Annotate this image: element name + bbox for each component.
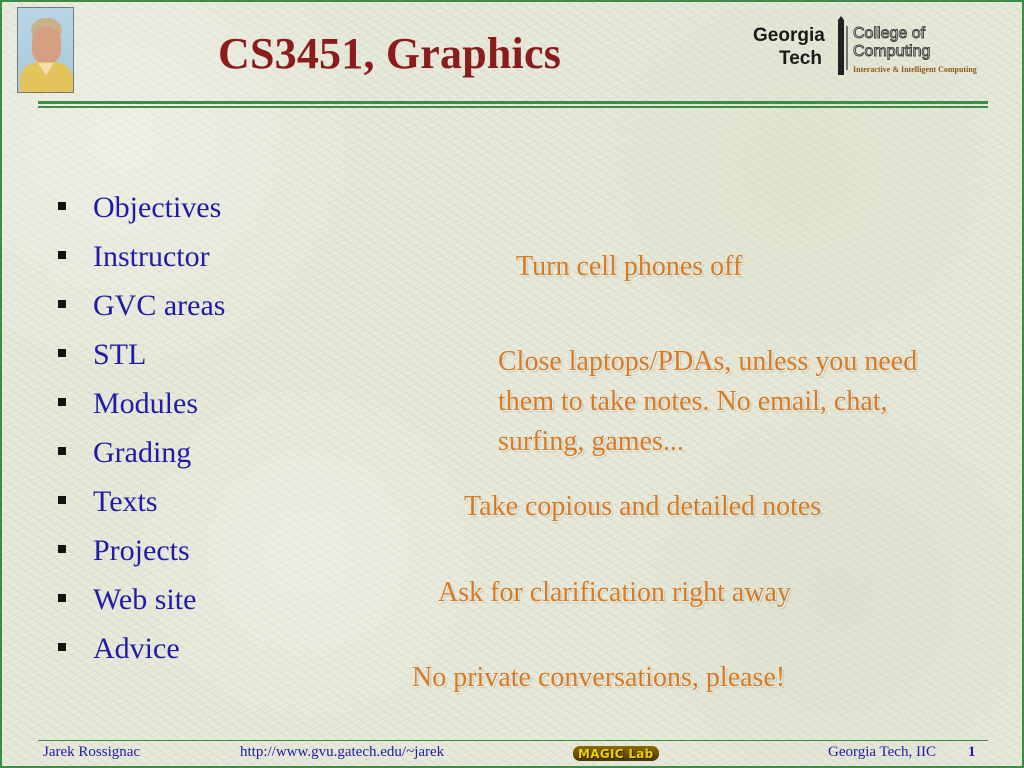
logo-college-text: College of: [853, 25, 926, 42]
advice-notes: Take copious and detailed notes: [464, 491, 822, 522]
advice-laptops: Close laptops/PDAs, unless you need them to take notes. No email, chat, surfing, games...: [498, 346, 918, 457]
agenda-item-label: Modules: [93, 387, 198, 420]
advice-clarification: Ask for clarification right away: [438, 577, 791, 608]
page-number: 1: [968, 744, 976, 760]
square-bullet-icon: [58, 594, 66, 602]
square-bullet-icon: [58, 545, 66, 553]
agenda-item-label: Instructor: [93, 240, 210, 273]
agenda-item-label: Web site: [93, 583, 197, 616]
header-rule-bottom: [38, 106, 988, 108]
square-bullet-icon: [58, 447, 66, 455]
agenda-item-label: Projects: [93, 534, 190, 567]
square-bullet-icon: [58, 496, 66, 504]
agenda-item-modules: [55, 384, 225, 433]
square-bullet-icon: [58, 398, 66, 406]
advice-cell-phones: Turn cell phones off: [516, 251, 743, 282]
square-bullet-icon: [58, 300, 66, 308]
agenda-item-grading: [55, 433, 225, 482]
square-bullet-icon: [58, 202, 66, 210]
avatar: [17, 7, 74, 93]
agenda-item-label: Texts: [93, 485, 158, 518]
agenda-item-label: GVC areas: [93, 289, 226, 322]
agenda-item-label: Objectives: [93, 191, 222, 224]
agenda-item-texts: [55, 482, 225, 531]
footer-author: Jarek Rossignac: [43, 744, 141, 760]
college-logo: [750, 14, 1004, 84]
logo-tagline-text: Interactive & Intelligent Computing: [853, 65, 977, 74]
square-bullet-icon: [58, 349, 66, 357]
logo-tech-text: Tech: [779, 48, 822, 69]
agenda-item-stl: [55, 335, 225, 384]
agenda-item-instructor: [55, 237, 225, 286]
logo-georgia-text: Georgia: [753, 25, 825, 46]
agenda-item-advice: [55, 629, 225, 678]
agenda-item-label: Advice: [93, 632, 180, 665]
agenda-list: [55, 188, 225, 678]
agenda-item-label: STL: [93, 338, 147, 371]
page-title: CS3451, Graphics: [218, 29, 562, 78]
magic-lab-badge: MAGIC Lab: [573, 746, 659, 761]
square-bullet-icon: [58, 251, 66, 259]
logo-graphic: [750, 14, 1004, 84]
logo-computing-text: Computing: [853, 43, 931, 60]
agenda-item-label: Grading: [93, 436, 192, 469]
square-bullet-icon: [58, 643, 66, 651]
header-rule-top: [38, 101, 988, 104]
advice-conversations: No private conversations, please!: [412, 662, 786, 693]
footer-rule: [38, 740, 988, 741]
agenda-item-gvc-areas: [55, 286, 225, 335]
footer-url-link[interactable]: http://www.gvu.gatech.edu/~jarek: [240, 744, 445, 760]
agenda-item-web-site: [55, 580, 225, 629]
tower-icon: [838, 16, 844, 75]
agenda-item-objectives: [55, 188, 225, 237]
footer-school: Georgia Tech, IIC: [828, 744, 936, 760]
avatar-face: [32, 26, 61, 64]
agenda-item-projects: [55, 531, 225, 580]
